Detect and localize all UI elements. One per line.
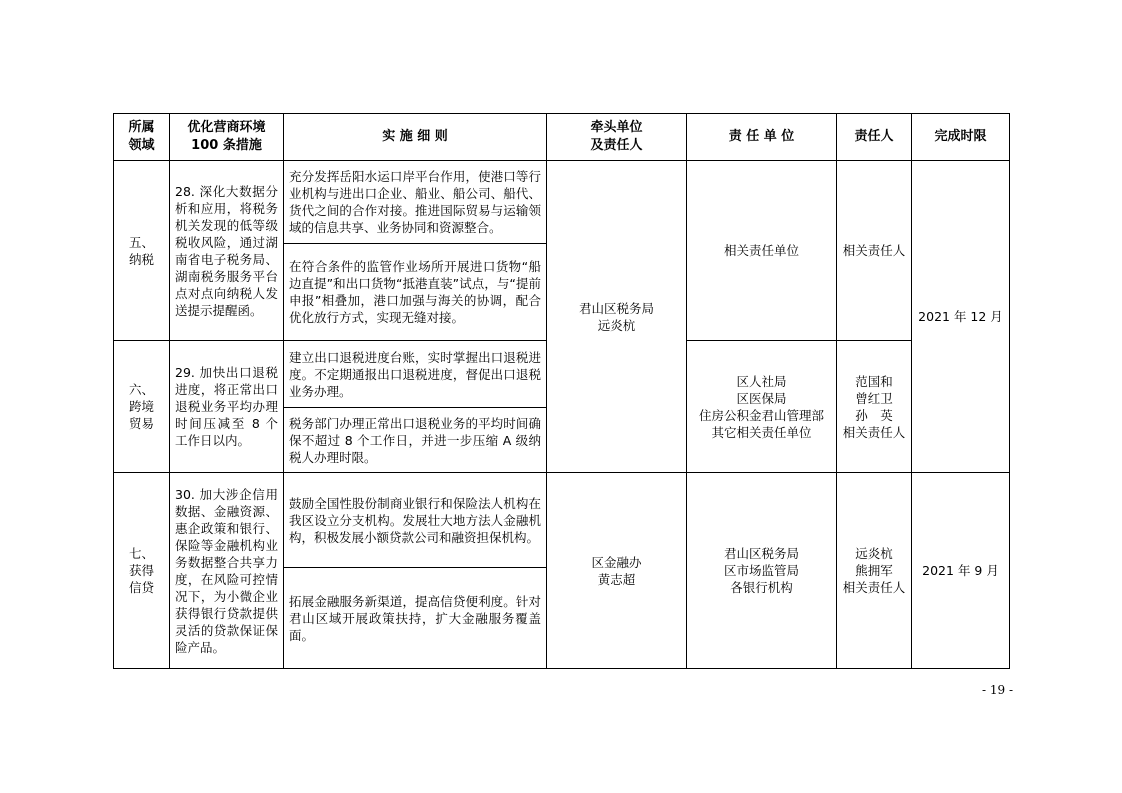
domain-cell: 六、 跨境 贸易 (114, 341, 170, 473)
unit-cell: 相关责任单位 (687, 161, 837, 341)
domain-cell: 七、 获得 信贷 (114, 473, 170, 669)
header-deadline: 完成时限 (912, 114, 1010, 161)
header-unit: 责 任 单 位 (687, 114, 837, 161)
domain-cell: 五、 纳税 (114, 161, 170, 341)
header-measure: 优化营商环境 100 条措施 (170, 114, 284, 161)
header-detail: 实 施 细 则 (284, 114, 547, 161)
detail-cell: 鼓励全国性股份制商业银行和保险法人机构在我区设立分支机构。发展壮大地方法人金融机构，积极发展小额贷款公司和融资担保机构。 (284, 473, 547, 568)
detail-cell: 充分发挥岳阳水运口岸平台作用，使港口等行业机构与进出口企业、船业、船公司、船代、货代之间的合作对接。推进国际贸易与运输领域的信息共享、业务协同和资源整合。 (284, 161, 547, 244)
lead-cell: 区金融办 黄志超 (547, 473, 687, 669)
person-cell: 相关责任人 (837, 161, 912, 341)
table-row (114, 161, 1010, 244)
unit-cell: 区人社局 区医保局 住房公积金君山管理部 其它相关责任单位 (687, 341, 837, 473)
person-cell: 范国和 曾红卫 孙 英 相关责任人 (837, 341, 912, 473)
header-lead: 牵头单位 及责任人 (547, 114, 687, 161)
header-domain: 所属 领域 (114, 114, 170, 161)
measure-cell: 29. 加快出口退税进度，将正常出口退税业务平均办理时间压减至 8 个工作日以内。 (170, 341, 284, 473)
measure-cell: 30. 加大涉企信用数据、金融资源、惠企政策和银行、保险等金融机构业务数据整合共享力度，在风险可控情况下，为小微企业获得银行贷款提供灵活的贷款保证保险产品。 (170, 473, 284, 669)
deadline-cell: 2021 年 9 月 (912, 473, 1010, 669)
unit-cell: 君山区税务局 区市场监管局 各银行机构 (687, 473, 837, 669)
deadline-cell: 2021 年 12 月 (912, 161, 1010, 473)
detail-cell: 拓展金融服务新渠道，提高信贷便利度。针对君山区域开展政策扶持，扩大金融服务覆盖面。 (284, 568, 547, 669)
detail-cell: 在符合条件的监管作业场所开展进口货物“船边直提”和出口货物“抵港直装”试点，与“提前申报”相叠加，港口加强与海关的协调，配合优化放行方式，实现无缝对接。 (284, 244, 547, 341)
page-number: - 19 - (982, 683, 1014, 697)
measures-table (113, 113, 1010, 669)
lead-cell: 君山区税务局 远炎杭 (547, 161, 687, 473)
header-row (114, 114, 1010, 161)
table-row (114, 473, 1010, 568)
header-person: 责任人 (837, 114, 912, 161)
person-cell: 远炎杭 熊拥军 相关责任人 (837, 473, 912, 669)
detail-cell: 建立出口退税进度台账，实时掌握出口退税进度。不定期通报出口退税进度，督促出口退税业务办理。 (284, 341, 547, 408)
detail-cell: 税务部门办理正常出口退税业务的平均时间确保不超过 8 个工作日，并进一步压缩 A 级纳税人办理时限。 (284, 408, 547, 473)
measure-cell: 28. 深化大数据分析和应用，将税务机关发现的低等级税收风险，通过湖南省电子税务局、湖南税务服务平台点对点向纳税人发送提示提醒函。 (170, 161, 284, 341)
